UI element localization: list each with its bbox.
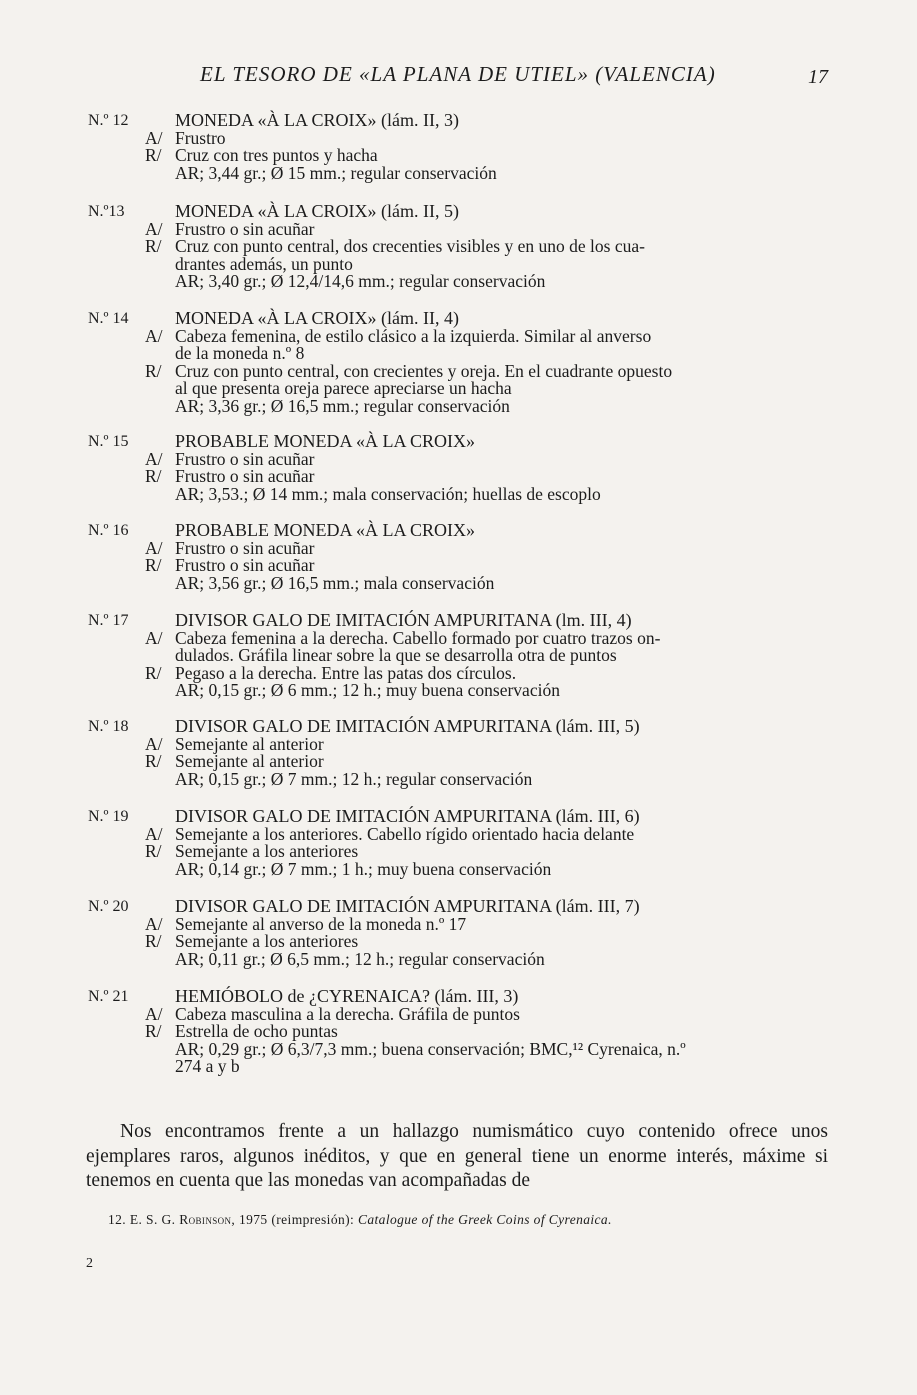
entry-line: Semejante al anverso de la moneda n.º 17 bbox=[175, 913, 467, 934]
footnote-author: E. S. G. Robinson, bbox=[129, 1212, 236, 1227]
entry-line: al que presenta oreja parece apreciarse un hacha bbox=[175, 378, 512, 398]
entry-specs: AR; 0,15 gr.; Ø 7 mm.; 12 h.; regular conservación bbox=[175, 768, 533, 789]
reverse-label: R/ bbox=[145, 466, 162, 486]
reverse-label: R/ bbox=[145, 841, 162, 861]
entry-line: Frustro o sin acuñar bbox=[175, 555, 315, 575]
entry-specs: AR; 3,53.; Ø 14 mm.; mala conservación; huellas de escoplo bbox=[175, 483, 601, 504]
catalogue-entry bbox=[0, 310, 917, 415]
entry-specs: AR; 0,14 gr.; Ø 7 mm.; 1 h.; muy buena conservación bbox=[175, 858, 552, 879]
entry-line: Cruz con punto central, con crecientes y oreja. En el cuadrante opuesto bbox=[175, 360, 673, 381]
obverse-label: A/ bbox=[145, 537, 163, 558]
footnote-number: 12. bbox=[108, 1212, 127, 1227]
entry-title: DIVISOR GALO DE IMITACIÓN AMPURITANA (lm. III, 4) bbox=[175, 610, 632, 630]
entry-line: Frustro o sin acuñar bbox=[175, 448, 315, 469]
entry-line: dulados. Gráfila linear sobre la que se desarrolla otra de puntos bbox=[175, 645, 617, 665]
entry-title: MONEDA «À LA CROIX» (lám. II, 5) bbox=[175, 201, 459, 221]
entry-title: DIVISOR GALO DE IMITACIÓN AMPURITANA (lám. III, 5) bbox=[175, 716, 640, 736]
entry-line: drantes además, un punto bbox=[175, 253, 353, 274]
page-number: 17 bbox=[808, 66, 828, 88]
entry-line: Cruz con punto central, dos crecenties visibles y en uno de los cua- bbox=[175, 236, 645, 256]
reverse-label: R/ bbox=[145, 931, 162, 951]
entry-line: Frustro o sin acuñar bbox=[175, 218, 315, 239]
entry-line: Cabeza femenina a la derecha. Cabello formado por cuatro trazos on- bbox=[175, 627, 661, 648]
catalogue-entry bbox=[0, 612, 917, 700]
reverse-label: R/ bbox=[145, 360, 162, 381]
reverse-label: R/ bbox=[145, 751, 162, 771]
obverse-label: A/ bbox=[145, 448, 163, 469]
entry-title: DIVISOR GALO DE IMITACIÓN AMPURITANA (lám. III, 7) bbox=[175, 896, 640, 916]
catalogue-entry bbox=[0, 522, 917, 592]
entry-line: Pegaso a la derecha. Entre las patas dos círculos. bbox=[175, 662, 517, 683]
entry-title: PROBABLE MONEDA «À LA CROIX» bbox=[175, 431, 476, 451]
reverse-label: R/ bbox=[145, 236, 162, 256]
entry-number: N.º 18 bbox=[88, 718, 129, 735]
entry-line: Frustro o sin acuñar bbox=[175, 537, 315, 558]
paragraph-text: Nos encontramos frente a un hallazgo numismático cuyo contenido ofrece unos ejemplares raros, algunos inéditos, y que en general tiene un enorme interés, máxime si tenemos en cuenta que las monedas van acompañadas de bbox=[86, 1121, 828, 1191]
catalogue-entry bbox=[0, 808, 917, 878]
entry-title: HEMIÓBOLO de ¿CYRENAICA? (lám. III, 3) bbox=[175, 986, 519, 1006]
entry-line: Cabeza femenina, de estilo clásico a la izquierda. Similar al anverso bbox=[175, 325, 652, 346]
body-paragraph bbox=[86, 1120, 828, 1194]
entry-line: de la moneda n.º 8 bbox=[175, 343, 305, 363]
reverse-label: R/ bbox=[145, 1021, 162, 1041]
entry-line: 274 a y b bbox=[175, 1056, 240, 1076]
footnote bbox=[108, 1212, 828, 1228]
entry-line: Semejante a los anteriores bbox=[175, 931, 359, 951]
entry-number: N.º 20 bbox=[88, 898, 129, 915]
entry-number: N.º 14 bbox=[88, 310, 129, 327]
entry-line: Semejante al anterior bbox=[175, 751, 324, 771]
entry-title: MONEDA «À LA CROIX» (lám. II, 4) bbox=[175, 308, 459, 328]
entry-title: MONEDA «À LA CROIX» (lám. II, 3) bbox=[175, 110, 459, 130]
signature-mark: 2 bbox=[86, 1256, 93, 1271]
entry-line: Estrella de ocho puntas bbox=[175, 1021, 338, 1041]
catalogue-entry bbox=[0, 718, 917, 788]
catalogue-entry bbox=[0, 203, 917, 291]
obverse-label: A/ bbox=[145, 127, 163, 148]
obverse-label: A/ bbox=[145, 627, 163, 648]
entry-line: Semejante a los anteriores. Cabello rígido orientado hacia delante bbox=[175, 823, 635, 844]
entry-specs: AR; 3,36 gr.; Ø 16,5 mm.; regular conservación bbox=[175, 395, 510, 416]
obverse-label: A/ bbox=[145, 913, 163, 934]
catalogue-entry bbox=[0, 898, 917, 968]
entry-title: DIVISOR GALO DE IMITACIÓN AMPURITANA (lám. III, 6) bbox=[175, 806, 640, 826]
entry-number: N.º 15 bbox=[88, 433, 129, 450]
entry-specs: AR; 3,56 gr.; Ø 16,5 mm.; mala conservación bbox=[175, 572, 495, 593]
footnote-year: 1975 (reimpresión): bbox=[238, 1212, 355, 1227]
running-header bbox=[0, 62, 917, 92]
entry-number: N.º13 bbox=[88, 203, 125, 220]
entry-specs: AR; 3,44 gr.; Ø 15 mm.; regular conservación bbox=[175, 162, 497, 183]
entry-line: Semejante a los anteriores bbox=[175, 841, 359, 861]
entry-line: Frustro bbox=[175, 127, 226, 148]
entry-specs: AR; 3,40 gr.; Ø 12,4/14,6 mm.; regular conservación bbox=[175, 271, 546, 291]
catalogue-entry bbox=[0, 433, 917, 503]
entry-title: PROBABLE MONEDA «À LA CROIX» bbox=[175, 520, 476, 540]
obverse-label: A/ bbox=[145, 823, 163, 844]
obverse-label: A/ bbox=[145, 218, 163, 239]
reverse-label: R/ bbox=[145, 555, 162, 575]
running-title: EL TESORO DE «LA PLANA DE UTIEL» (VALENCIA) bbox=[200, 62, 716, 86]
catalogue-entry bbox=[0, 988, 917, 1076]
reverse-label: R/ bbox=[145, 662, 162, 683]
obverse-label: A/ bbox=[145, 733, 163, 754]
entry-line: Cabeza masculina a la derecha. Gráfila de puntos bbox=[175, 1003, 520, 1024]
entry-specs: AR; 0,15 gr.; Ø 6 mm.; 12 h.; muy buena conservación bbox=[175, 680, 560, 700]
obverse-label: A/ bbox=[145, 325, 163, 346]
entry-specs: AR; 0,29 gr.; Ø 6,3/7,3 mm.; buena conservación; BMC,¹² Cyrenaica, n.º bbox=[175, 1038, 686, 1059]
entry-line: Cruz con tres puntos y hacha bbox=[175, 145, 378, 165]
entry-number: N.º 21 bbox=[88, 988, 129, 1005]
footnote-work: Catalogue of the Greek Coins of Cyrenaica. bbox=[357, 1212, 612, 1227]
entry-specs: AR; 0,11 gr.; Ø 6,5 mm.; 12 h.; regular conservación bbox=[175, 948, 545, 969]
entry-number: N.º 12 bbox=[88, 112, 129, 129]
entry-number: N.º 19 bbox=[88, 808, 129, 825]
entry-line: Semejante al anterior bbox=[175, 733, 324, 754]
obverse-label: A/ bbox=[145, 1003, 163, 1024]
entry-number: N.º 16 bbox=[88, 522, 129, 539]
catalogue-entry bbox=[0, 112, 917, 182]
entry-line: Frustro o sin acuñar bbox=[175, 466, 315, 486]
entry-number: N.º 17 bbox=[88, 612, 129, 629]
reverse-label: R/ bbox=[145, 145, 162, 165]
